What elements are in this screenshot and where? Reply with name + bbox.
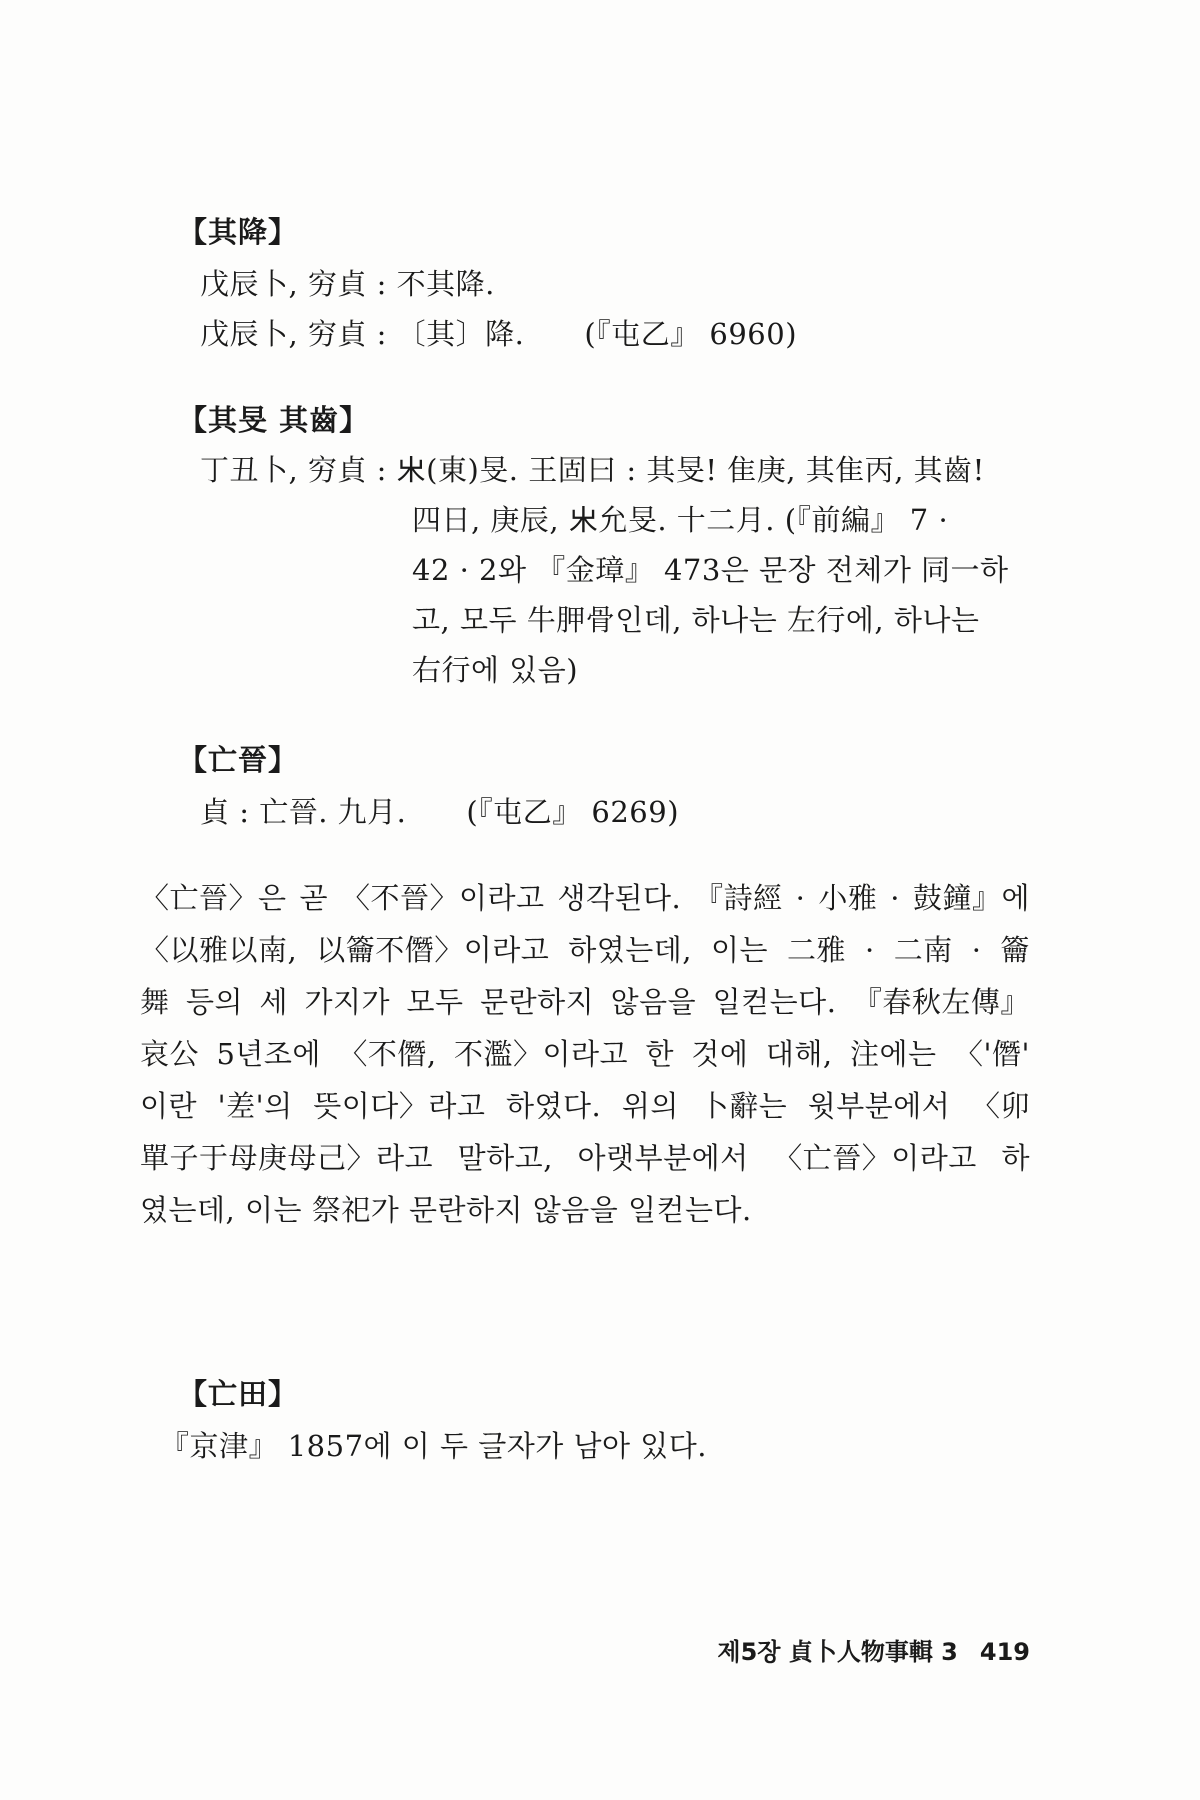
inscription-line: 四日, 庚辰, 𣎵允旻. 十二月. (『前編』 7 · bbox=[412, 503, 949, 537]
inscription-line: 丁丑卜, 穷貞 : 𣎵(東)旻. 王固曰 : 其旻! 隹庚, 其隹丙, 其齒! bbox=[200, 453, 985, 487]
paragraph-line: 單子于母庚母己〉라고 말하고, 아랫부분에서 〈亡晉〉이라고 하 bbox=[140, 1141, 1030, 1175]
commentary-paragraph bbox=[140, 872, 1030, 1236]
section-heading-wangtian: 【亡田】 bbox=[178, 1377, 299, 1411]
paragraph-line: 舞 등의 세 가지가 모두 문란하지 않음을 일컫는다. 『春秋左傳』 bbox=[140, 985, 1030, 1019]
inscription-line: 42 · 2와 『金璋』 473은 문장 전체가 同一하 bbox=[412, 553, 1009, 587]
citation: (『屯乙』 6960) bbox=[584, 317, 798, 351]
inscription-line: 右行에 있음) bbox=[412, 653, 579, 687]
page-number: 419 bbox=[979, 1638, 1030, 1666]
section-heading-qimin-qichi: 【其旻 其齒】 bbox=[178, 403, 370, 437]
paragraph-line: 이란 '差'의 뜻이다〉라고 하였다. 위의 卜辭는 윗부분에서 〈卯 bbox=[140, 1089, 1030, 1123]
citation: (『屯乙』 6269) bbox=[466, 795, 680, 829]
section-heading-qijiang: 【其降】 bbox=[178, 215, 299, 249]
page-footer bbox=[717, 1632, 1030, 1667]
paragraph-line: 〈亡晉〉은 곧 〈不晉〉이라고 생각된다. 『詩經 · 小雅 · 鼓鐘』에 bbox=[140, 881, 1030, 915]
section-heading-wangjin: 【亡晉】 bbox=[178, 743, 299, 777]
running-title: 제5장 貞卜人物事輯 3 bbox=[717, 1638, 958, 1666]
inscription-line bbox=[200, 312, 797, 353]
inscription-line: 고, 모두 牛胛骨인데, 하나는 左行에, 하나는 bbox=[412, 603, 980, 637]
inscription-line: 『京津』 1857에 이 두 글자가 남아 있다. bbox=[160, 1429, 707, 1463]
inscription-text: 戊辰卜, 穷貞 : 〔其〕降. bbox=[200, 317, 525, 351]
paragraph-line: 哀公 5년조에 〈不僭, 不濫〉이라고 한 것에 대해, 注에는 〈'僭' bbox=[140, 1037, 1030, 1071]
inscription-line: 戊辰卜, 穷貞 : 不其降. bbox=[200, 267, 495, 301]
paragraph-line: 〈以雅以南, 以籥不僭〉이라고 하였는데, 이는 二雅 · 二南 · 籥 bbox=[140, 933, 1030, 967]
paragraph-line: 였는데, 이는 祭祀가 문란하지 않음을 일컫는다. bbox=[140, 1193, 752, 1227]
inscription-line bbox=[200, 790, 679, 831]
inscription-text: 貞 : 亡晉. 九月. bbox=[200, 795, 407, 829]
